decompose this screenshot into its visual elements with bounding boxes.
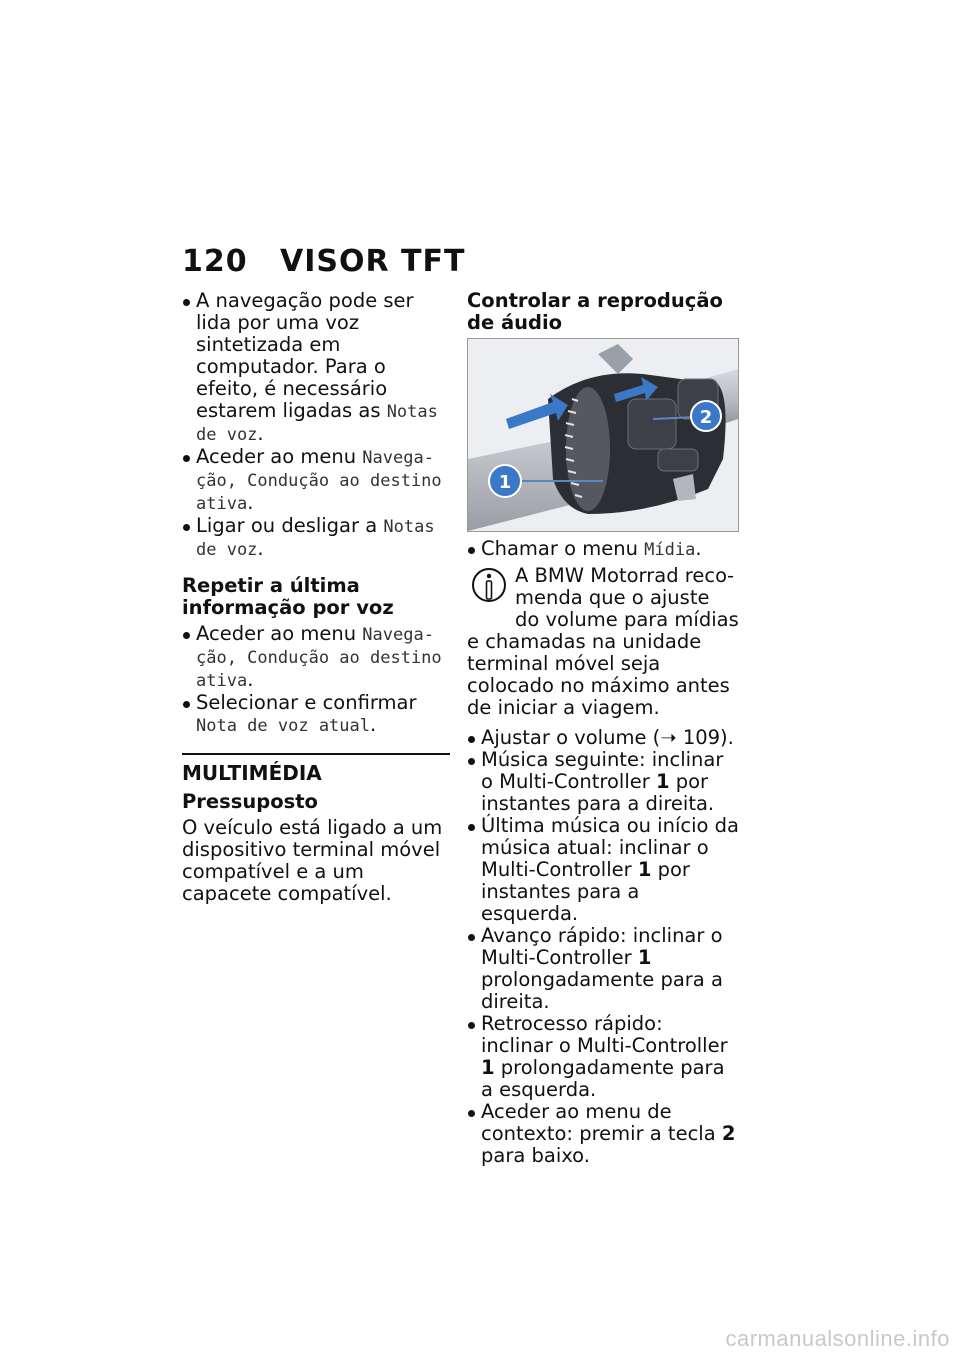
callout-reference: 1 [481,1056,495,1079]
item-text: Retrocesso rápido: inclinar o Multi-Controller [481,1012,728,1057]
item-end: ). [720,726,734,749]
item-end: . [247,491,254,514]
page-number: 120 [182,244,248,279]
item-end: . [247,668,254,691]
list-item [467,925,739,1013]
handlebar-drawing [468,339,738,531]
list-item [467,538,739,561]
menu-path: Navegação, Condução ao destino ativa [196,448,442,514]
subheading-prerequisite: Pressuposto [182,790,318,813]
page-reference-arrow-icon: ➝ [660,726,677,749]
item-end: por instantes para a esquerda. [481,858,690,925]
list-item [467,749,739,815]
menu-path: Nota de voz atual [196,716,370,736]
watermark: carmanualsonline.info [725,1326,950,1351]
item-text: Música seguinte: inclinar o Multi-Controller [481,748,724,793]
callout-reference: 1 [655,770,670,793]
menu-path: Notas de voz [196,402,438,445]
item-end: . [257,537,264,560]
item-text: Avanço rápido: inclinar o Multi-Controller [481,924,723,969]
list-item [467,1101,739,1167]
list-item [182,290,450,446]
list-item [467,1013,739,1101]
prerequisite-text: O veículo está ligado a um dispositivo terminal móvel compatível e a um capacete compatível. [182,816,443,905]
item-text: Última música ou início da música atual: inclinar o Multi-Controller [481,814,739,881]
item-end: . [695,537,702,560]
left-column [182,290,450,905]
menu-path: Notas de voz [196,517,435,560]
section-title: MULTIMÉDIA [182,761,322,785]
item-text: Ajustar o volume ( [481,726,661,749]
item-text: Ligar ou desligar a [196,514,384,537]
menu-path: Mídia [644,540,696,560]
item-text: Chamar o menu [481,537,645,560]
list-item [182,623,450,692]
item-text: A navegação pode ser lida por uma voz sintetizada em computador. Para o efeito, é necessário estarem ligadas as [196,289,414,422]
subheading-audio: Controlar a reprodução de áudio [467,289,723,334]
item-end: . [257,422,264,445]
item-text: Aceder ao menu [196,622,363,645]
item-end: por instantes para a direita. [481,770,715,815]
right-column [467,290,739,1167]
callout-reference: 1 [637,946,652,969]
item-end: para baixo. [481,1144,590,1167]
item-end: . [370,713,377,736]
subheading-repeat: Repetir a última informação por voz [182,574,394,619]
item-end: prolongadamente para a direita. [481,968,723,1013]
callout-2-label: 2 [699,407,713,428]
list-item [182,515,450,561]
callout-reference: 1 [637,858,652,881]
note-text: A BMW Motorrad recomenda que o ajuste do volume para mídias e chamadas na unidade terminal móvel seja colocado no máximo antes de iniciar a viagem. [467,564,739,719]
list-item [182,692,450,737]
item-end: prolongadamente para a esquerda. [481,1056,725,1101]
item-text: Aceder ao menu [196,445,363,468]
item-text: Aceder ao menu de contexto: premir a tecla [481,1100,722,1145]
item-text: Selecionar e confirmar [196,691,417,714]
info-icon [471,567,507,613]
page-title: VISOR TFT [280,244,466,279]
list-item [467,727,739,749]
section-divider [182,753,450,755]
callout-reference: 2 [721,1122,736,1145]
page-reference-link[interactable]: 109 [682,726,721,749]
list-item [467,815,739,925]
handlebar-illustration [467,338,739,532]
menu-path: Navegação, Condução ao destino ativa [196,625,442,691]
info-note [467,565,739,719]
callout-1-label: 1 [498,472,512,493]
page-header [182,244,465,279]
list-item [182,446,450,515]
